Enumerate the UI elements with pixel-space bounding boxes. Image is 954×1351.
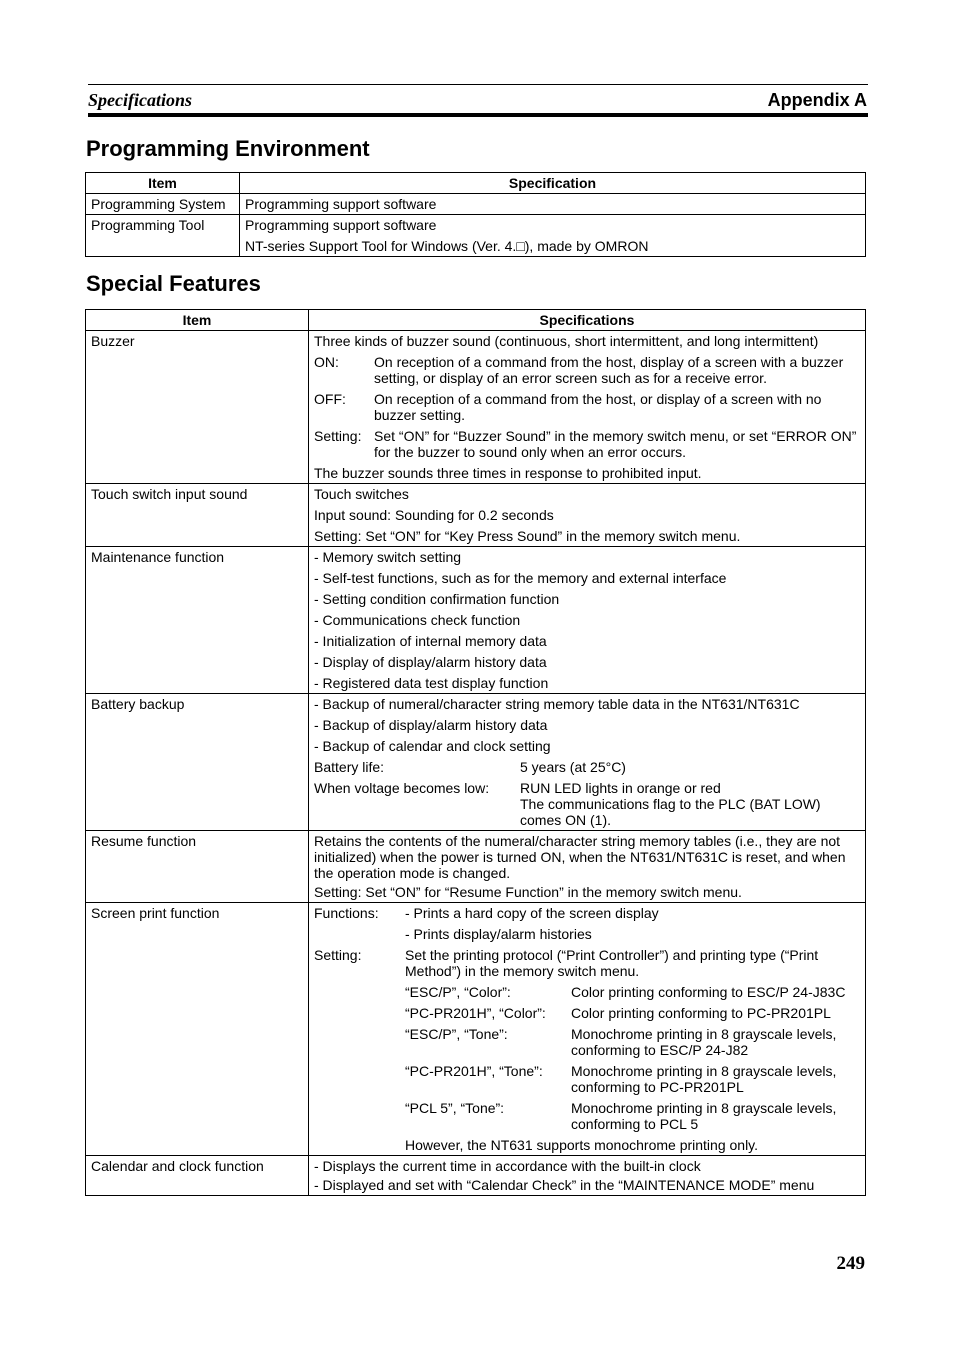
print-functions [314,905,860,921]
buzzer-off [314,391,860,423]
header-appendix: Appendix A [767,90,867,110]
value: - Prints a hard copy of the screen display [405,905,659,921]
print-mode [314,1063,860,1095]
mode-key: “ESC/P”, “Color”: [405,984,511,1000]
battery-life [314,759,860,775]
spec-line: Programming support software [245,217,437,233]
spec-cell [240,215,866,257]
spec-line: - Backup of calendar and clock setting [314,738,551,754]
item-cell: Programming System [86,194,240,215]
mode-value: Monochrome printing in 8 grayscale levels, conforming to PCL 5 [571,1100,837,1132]
spec-cell [240,194,866,215]
buzzer-on [314,354,860,386]
spec-line: The buzzer sounds three times in response to prohibited input. [314,465,702,481]
column-header-specification: Specification [240,173,866,194]
label: When voltage becomes low: [314,780,490,796]
print-mode [314,984,860,1000]
value: 5 years (at 25°C) [520,759,626,775]
spec-line: - Backup of numeral/character string memory table data in the NT631/NT631C [314,696,800,712]
spec-line: - Memory switch setting [314,549,462,565]
mode-key: “PC-PR201H”, “Color”: [405,1005,546,1021]
spec-line: - Initialization of internal memory data [314,633,547,649]
print-mode [314,1005,860,1021]
spec-cell [309,484,866,547]
table-row-touch [86,484,866,547]
mode-value: Monochrome printing in 8 grayscale levels, conforming to ESC/P 24-J82 [571,1026,837,1058]
label: Setting: [314,947,362,963]
value: Set “ON” for “Buzzer Sound” in the memory switch menu, or set “ERROR ON” for the buzzer to sound only when an error occurs. [374,428,857,460]
buzzer-setting [314,428,860,460]
table-header-row [86,310,866,331]
spec-cell [309,547,866,694]
spec-line: - Backup of display/alarm history data [314,717,548,733]
spec-line: - Self-test functions, such as for the memory and external interface [314,570,727,586]
print-mode [314,1026,860,1058]
value [520,780,860,828]
item-cell: Maintenance function [86,547,309,694]
print-setting [314,947,860,979]
print-note: However, the NT631 supports monochrome printing only. [405,1137,759,1153]
spec-line: NT-series Support Tool for Windows (Ver. 4.□), made by OMRON [245,238,649,254]
spec-line: Input sound: Sounding for 0.2 seconds [314,507,554,523]
print-functions-2 [314,926,860,942]
spec-line: - Registered data test display function [314,675,549,691]
table-row-resume [86,831,866,903]
table-row [86,215,866,257]
spec-line: - Setting condition confirmation function [314,591,560,607]
battery-low [314,780,860,828]
item-cell: Programming Tool [86,215,240,257]
mode-key: “PCL 5”, “Tone”: [405,1100,505,1116]
special-features-heading: Special Features [86,271,261,296]
item-cell: Screen print function [86,903,309,1156]
spec-line: - Displayed and set with “Calendar Check” in the “MAINTENANCE MODE” menu [314,1177,815,1193]
label: Functions: [314,905,379,921]
programming-environment-heading: Programming Environment [86,136,370,161]
value-line: RUN LED lights in orange or red [520,780,721,796]
table-row [86,194,866,215]
spec-cell [309,831,866,903]
spec-line: - Communications check function [314,612,521,628]
column-header-specifications: Specifications [309,310,866,331]
spec-cell [309,1156,866,1196]
spec-cell [309,903,866,1156]
table-header-row [86,173,866,194]
value: On reception of a command from the host, display of a screen with a buzzer setting, or display of an error screen such as for a receive error. [374,354,844,386]
spec-line: Retains the contents of the numeral/character string memory tables (i.e., they are not initialized) when the power is turned ON, when the NT631/NT631C is reset, and when the operation mode is changed. [314,833,846,881]
item-cell: Touch switch input sound [86,484,309,547]
mode-key: “PC-PR201H”, “Tone”: [405,1063,543,1079]
header-rule-bottom [88,113,868,117]
item-cell: Resume function [86,831,309,903]
item-cell: Calendar and clock function [86,1156,309,1196]
value: On reception of a command from the host, or display of a screen with no buzzer setting. [374,391,822,423]
spec-line: Programming support software [245,196,437,212]
table-row-print [86,903,866,1156]
spec-line: - Display of display/alarm history data [314,654,547,670]
spec-line: Touch switches [314,486,409,502]
value-line: The communications flag to the PLC (BAT LOW) comes ON (1). [520,796,821,828]
header-rule-top [88,84,868,85]
label: ON: [314,354,339,370]
spec-line: - Displays the current time in accordance with the built-in clock [314,1158,701,1174]
label: Battery life: [314,759,385,775]
print-mode [314,1100,860,1132]
label: OFF: [314,391,346,407]
table-row-battery [86,694,866,831]
value: - Prints display/alarm histories [405,926,592,942]
table-row-calendar [86,1156,866,1196]
page-number: 249 [836,1253,865,1274]
mode-value: Color printing conforming to ESC/P 24-J83C [571,984,846,1000]
header-section: Specifications [88,90,192,110]
programming-environment-table [85,172,866,257]
item-cell: Buzzer [86,331,309,484]
spec-line: Setting: Set “ON” for “Key Press Sound” in the memory switch menu. [314,528,741,544]
spec-cell [309,694,866,831]
value: Set the printing protocol (“Print Controller”) and printing type (“Print Method”) in the memory switch menu. [405,947,819,979]
table-row-maintenance [86,547,866,694]
spec-line: Three kinds of buzzer sound (continuous, short intermittent, and long intermittent) [314,333,819,349]
mode-value: Color printing conforming to PC-PR201PL [571,1005,831,1021]
table-row-buzzer [86,331,866,484]
mode-key: “ESC/P”, “Tone”: [405,1026,508,1042]
column-header-item: Item [86,173,240,194]
item-cell: Battery backup [86,694,309,831]
column-header-item: Item [86,310,309,331]
mode-value: Monochrome printing in 8 grayscale levels, conforming to PC-PR201PL [571,1063,837,1095]
special-features-table [85,309,866,1196]
spec-line: Setting: Set “ON” for “Resume Function” in the memory switch menu. [314,884,742,900]
label: Setting: [314,428,362,444]
spec-cell [309,331,866,484]
